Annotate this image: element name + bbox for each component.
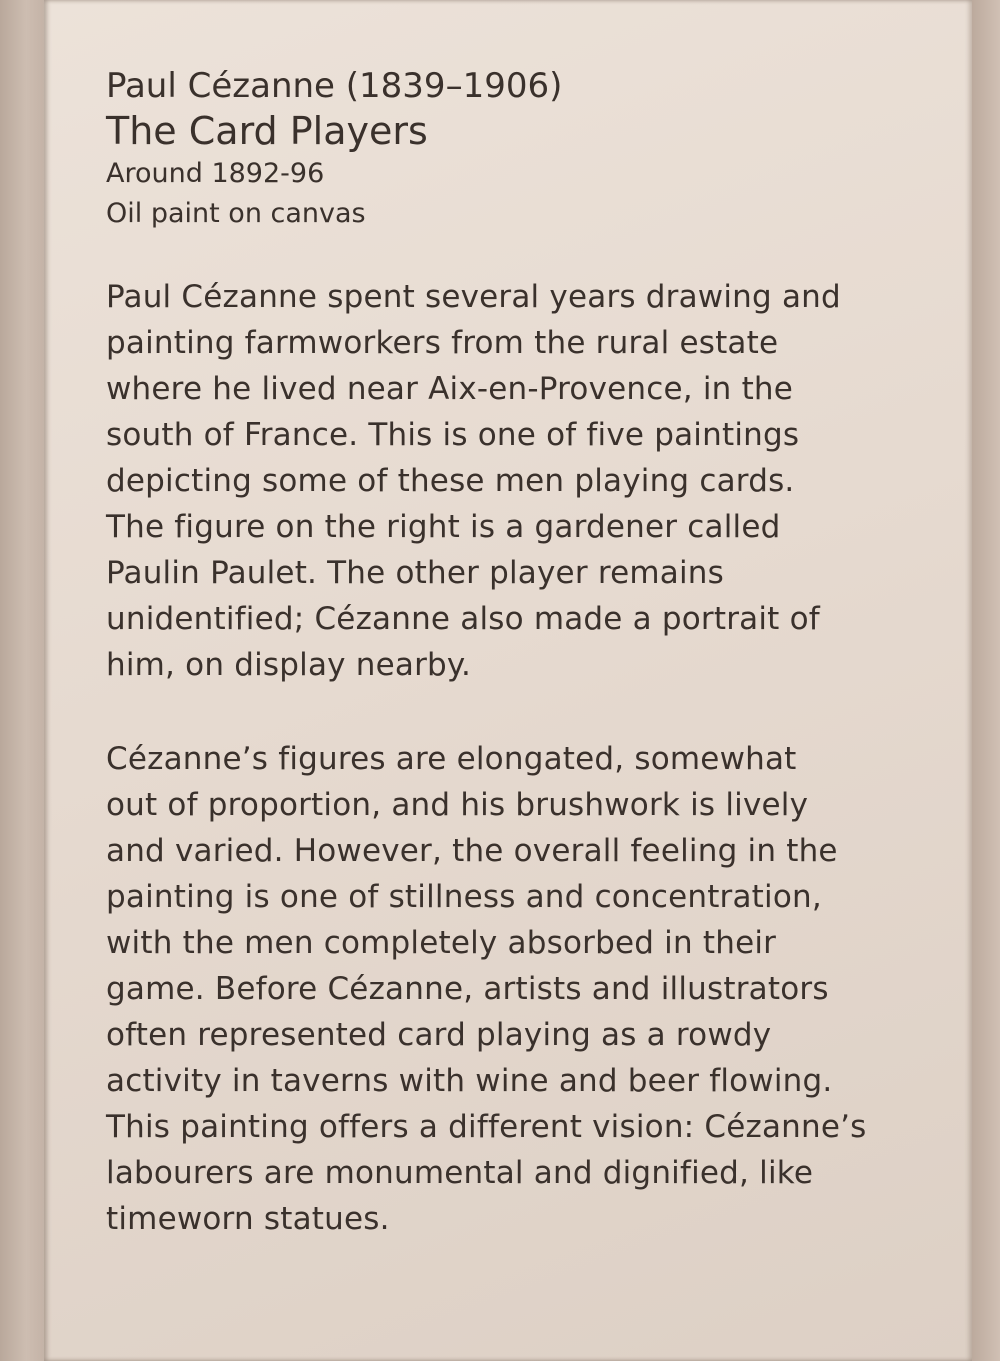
wall-right (972, 0, 1000, 1361)
artist-name: Paul Cézanne (1839–1906) (106, 66, 563, 106)
label-content (106, 64, 926, 1242)
artwork-title: The Card Players (106, 109, 428, 153)
description-paragraph-2: Cézanne’s figures are elongated, somewhat out of proportion, and his brushwork is lively and varied. However, the overall feeling in the painting is one of stillness and concentration, with the men completely absorbed in their game. Before Cézanne, artists and illustrators often represented card playing as a rowdy activity in taverns with wine and beer flowing. This painting offers a different vision: Cézanne’s labourers are monumental and dignified, like timeworn statues. (106, 741, 867, 1237)
description-paragraph-1: Paul Cézanne spent several years drawing and painting farmworkers from the rural estate where he lived near Aix-en-Provence, in the south of France. This is one of five paintings depicting some of these men playing cards. The figure on the right is a gardener called Paulin Paulet. The other player remains unidentified; Cézanne also made a portrait of him, on display nearby. (106, 279, 841, 683)
wall-left (0, 0, 44, 1361)
artwork-date: Around 1892-96 (106, 158, 325, 189)
artwork-medium: Oil paint on canvas (106, 198, 366, 229)
museum-label-card (44, 0, 972, 1361)
